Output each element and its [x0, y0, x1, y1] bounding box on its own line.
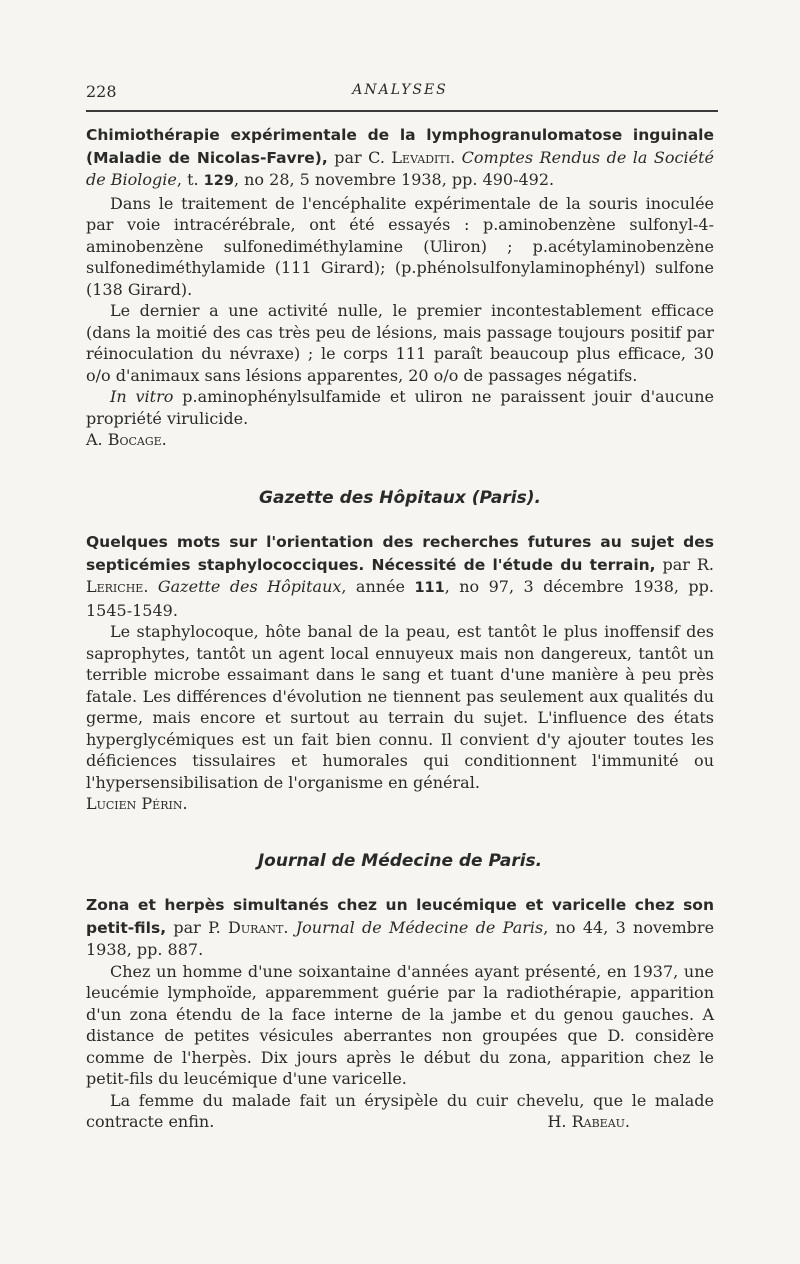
- article-2-title: Quelques mots sur l'orientation des recherches futures au sujet des septicémies staphylococciques. Nécessité de l'étude du terrain,: [86, 533, 714, 574]
- article-2-par: par R.: [662, 554, 715, 574]
- article-2-heading: Quelques mots sur l'orientation des recherches futures au sujet des septicémies staphylococciques. Nécessité de l'étude du terrain, par R. Leriche. Gazette des Hôpitaux, année 111, no 97, 3 décembre 1938, pp. 1545-1549.: [86, 533, 715, 620]
- article-2-annee: , année: [341, 577, 415, 596]
- article-1-paragraph-invitro: [86, 386, 714, 429]
- article-3-paragraph-text: La femme du malade fait un érysipèle du cuir chevelu, que le malade contracte enfin.: [86, 1090, 714, 1131]
- article-1-paragraph: Dans le traitement de l'encéphalite expérimentale de la souris inoculée par voie intracérébrale, ont été essayés : p.aminobenzène sulfonyl-4-aminobenzène sulfonediméthylamine (Uliron) ; p.acétylaminobenzène sulfonediméthylamide (111 Girard); (p.phénolsulfonylaminophényl) sulfone (138 Girard).: [86, 193, 714, 299]
- article-1-invitro: In vitro: [110, 387, 174, 406]
- article-3-paragraph: [86, 1090, 714, 1133]
- article-2-paragraph: Le staphylocoque, hôte banal de la peau, est tantôt le plus inoffensif des saprophytes, tantôt un agent local ennuyeux mais non dangereux, tantôt un terrible microbe essaimant dans le sang et tuant d'une manière à peu près fatale. Les différences d'évolution ne tiennent pas seulement aux qualités du germe, mais encore et surtout au terrain du sujet. L'influence des états hyperglycémiques est un fait bien connu. Il convient d'y ajouter toutes les déficiences tissulaires et humorales qui conditionnent l'immunité ou l'hypersensibilisation de l'organisme en général.: [86, 622, 714, 792]
- article-3-heading: Zona et herpès simultanés chez un leucémique et varicelle chez son petit-fils, par P. Durant. Journal de Médecine de Paris, no 44, 3 novembre 1938, pp. 887.: [86, 896, 715, 959]
- section-heading-gazette: Gazette des Hôpitaux (Paris).: [259, 487, 541, 508]
- article-1-volume: 129: [203, 173, 234, 189]
- article-3-par: par P.: [173, 917, 221, 937]
- article-2-journal: Gazette des Hôpitaux: [157, 577, 342, 596]
- article-3-title: Zona et herpès simultanés chez un leucémique et varicelle chez son petit-fils,: [86, 896, 714, 937]
- article-2-volume: 111: [414, 580, 445, 596]
- article-1-author: Levaditi: [391, 147, 451, 167]
- section-heading-journal: Journal de Médecine de Paris.: [257, 850, 543, 871]
- article-2-signature: Lucien Périn.: [86, 794, 188, 813]
- article-2-citation: , no 97, 3 décembre 1938, pp. 1545-1549.: [86, 577, 714, 620]
- page-number: 228: [86, 82, 117, 101]
- article-1-par: par C.: [334, 147, 385, 167]
- article-3-signature: H. Rabeau.: [547, 1112, 630, 1131]
- running-head: [86, 82, 714, 106]
- header-rule: [86, 110, 718, 112]
- running-title: ANALYSES: [352, 82, 448, 98]
- article-1-journal: Comptes Rendus de la Société de Biologie: [86, 147, 714, 189]
- article-1-heading: Chimiothérapie expérimentale de la lymphogranulomatose inguinale (Maladie de Nicolas-Favre), par C. Levaditi. Comptes Rendus de la Société de Biologie, t. 129, no 28, 5 novembre 1938, pp. 490-492.: [86, 126, 714, 189]
- article-1-paragraph: Le dernier a une activité nulle, le premier incontestablement efficace (dans la moitié des cas très peu de lésions, mais passage toujours positif par réinoculation du névraxe) ; le corps 111 paraît beaucoup plus efficace, 30 o/o d'animaux sans lésions apparentes, 20 o/o de passages négatifs.: [86, 301, 714, 385]
- article-1-invitro-rest: p.aminophénylsulfamide et uliron ne paraissent jouir d'aucune propriété virulicide.: [86, 387, 714, 428]
- article-1-title: Chimiothérapie expérimentale de la lymphogranulomatose inguinale (Maladie de Nicolas-Favre),: [86, 126, 714, 167]
- article-3-journal: Journal de Médecine de Paris: [295, 917, 544, 937]
- article-2-author: Leriche: [86, 577, 144, 596]
- article-1-signature: A. Bocage.: [86, 430, 167, 449]
- article-3-author: Durant: [228, 917, 284, 937]
- page-body: [86, 124, 714, 1133]
- article-1-citation: , no 28, 5 novembre 1938, pp. 490-492.: [233, 170, 555, 189]
- article-3-citation: , no 44, 3 novembre 1938, pp. 887.: [86, 917, 715, 959]
- article-3-paragraph: Chez un homme d'une soixantaine d'années ayant présenté, en 1937, une leucémie lymphoïde, apparemment guérie par la radiothérapie, apparition d'un zona étendu de la face interne de la jambe et du genou gauches. A distance de petites vésicules aberrantes non groupées que D. considère comme de l'herpès. Dix jours après le début du zona, apparition chez le petit-fils du leucémique d'une varicelle.: [86, 961, 714, 1088]
- article-1-tome: t.: [187, 170, 204, 189]
